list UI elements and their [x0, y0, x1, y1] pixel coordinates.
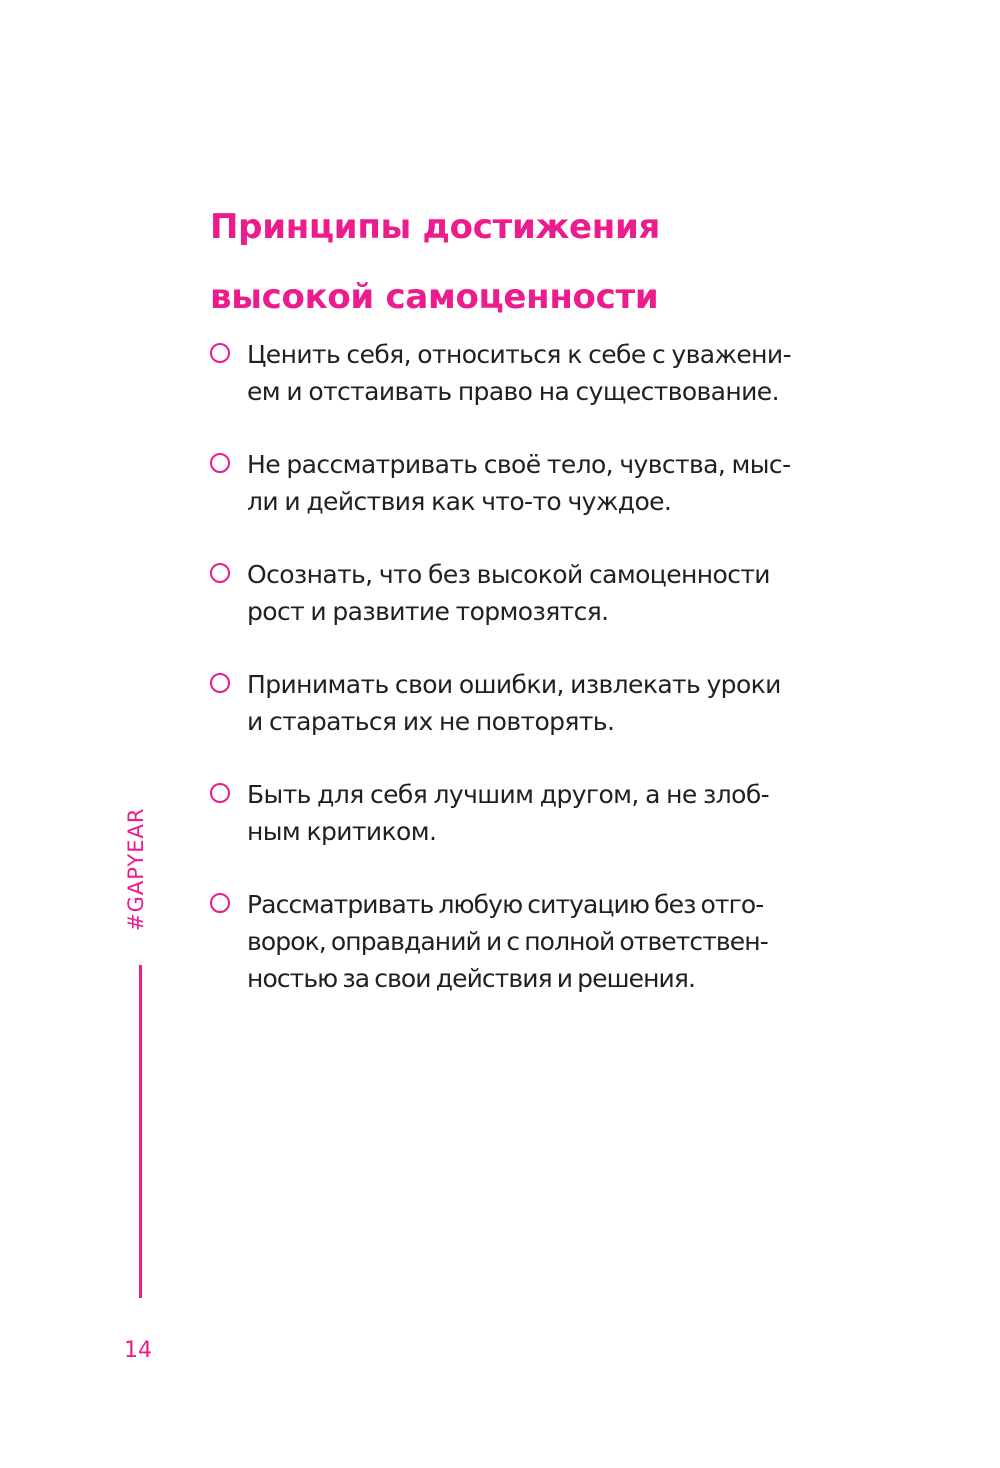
- list-item-line: ным критиком.: [247, 817, 437, 846]
- list-item-line: рост и развитие тормозятся.: [247, 597, 609, 626]
- list-item-line: ли и действия как что-то чуждое.: [247, 487, 672, 516]
- list-item: [210, 556, 860, 630]
- list-item-text: [247, 886, 860, 997]
- side-divider-line: [139, 965, 142, 1298]
- list-item-line: Принимать свои ошибки, извлекать уроки: [247, 670, 781, 699]
- side-hashtag-label: #GAPYEAR: [124, 807, 148, 931]
- list-item-line: ем и отстаивать право на существование.: [247, 377, 779, 406]
- list-item-text: [247, 556, 860, 630]
- list-item-line: Рассматривать любую ситуацию без отго-: [247, 890, 764, 919]
- list-item: [210, 886, 860, 997]
- list-item: [210, 776, 860, 850]
- circle-bullet-icon: [210, 453, 230, 473]
- title-line-2: высокой самоценности: [210, 277, 659, 317]
- page-number: 14: [124, 1338, 152, 1363]
- list-item-line: и стараться их не повторять.: [247, 707, 615, 736]
- list-item-text: [247, 776, 860, 850]
- page-title: [210, 192, 810, 332]
- list-item-line: ворок, оправданий и с полной ответствен-: [247, 927, 768, 956]
- circle-bullet-icon: [210, 783, 230, 803]
- list-item-text: [247, 336, 860, 410]
- list-item-line: Быть для себя лучшим другом, а не злоб-: [247, 780, 770, 809]
- list-item-text: [247, 446, 860, 520]
- principles-list: [210, 336, 860, 1033]
- list-item-line: Ценить себя, относиться к себе с уважени-: [247, 340, 791, 369]
- circle-bullet-icon: [210, 893, 230, 913]
- list-item: [210, 666, 860, 740]
- list-item: [210, 336, 860, 410]
- list-item: [210, 446, 860, 520]
- list-item-line: Не рассматривать своё тело, чувства, мыс-: [247, 450, 791, 479]
- title-line-1: Принципы достижения: [210, 207, 661, 247]
- list-item-line: Осознать, что без высокой самоценности: [247, 560, 770, 589]
- list-item-line: ностью за свои действия и решения.: [247, 964, 696, 993]
- circle-bullet-icon: [210, 673, 230, 693]
- circle-bullet-icon: [210, 563, 230, 583]
- circle-bullet-icon: [210, 343, 230, 363]
- list-item-text: [247, 666, 860, 740]
